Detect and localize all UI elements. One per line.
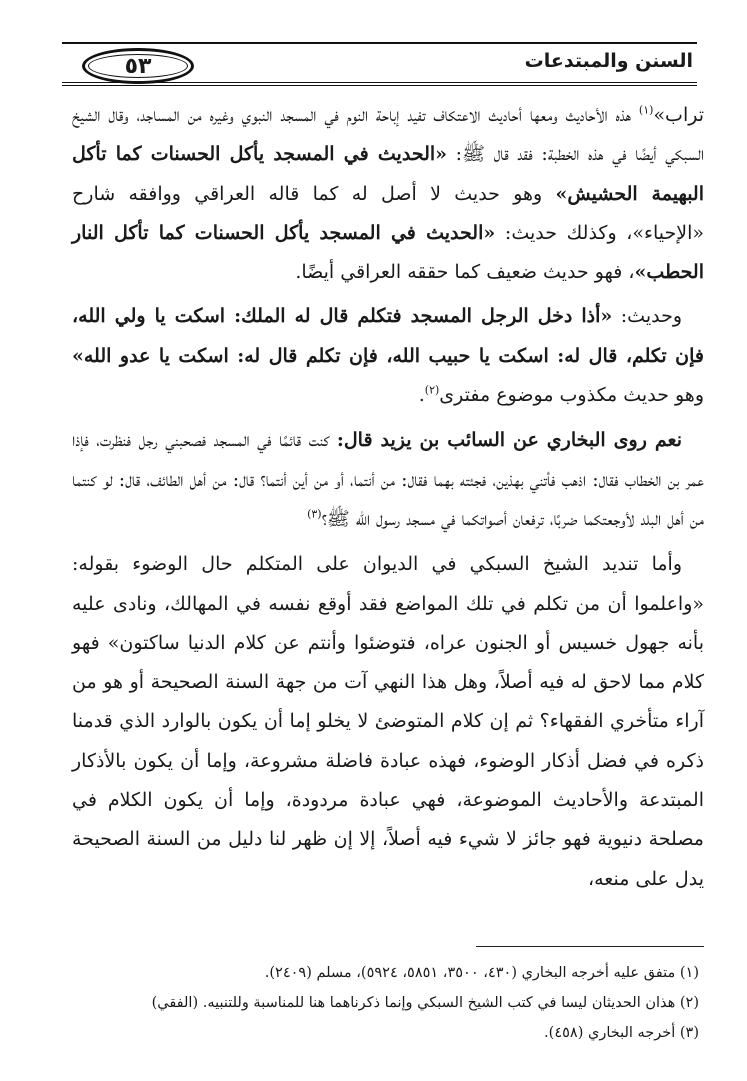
footnote-3: (٣) أخرجه البخاري (٤٥٨).: [544, 1025, 699, 1041]
paragraph-2: [72, 297, 704, 415]
text-run: تراب»: [653, 104, 704, 126]
text-run: ، فهو حديث ضعيف كما حققه العراقي أيضًا.: [295, 261, 635, 284]
footnote-separator: [476, 946, 704, 947]
paragraph-3: [72, 421, 704, 539]
footnote-1: (١) متفق عليه أخرجه البخاري (٤٣٠، ٣٥٠٠، ٥٨٥١، ٥٩٢٤)، مسلم (٢٤٠٩).: [264, 965, 699, 981]
text-run: وحديث:: [612, 305, 683, 328]
page-number: ٥٣: [82, 48, 194, 84]
paragraph-1: [72, 96, 704, 292]
footnotes: [80, 958, 699, 1048]
paragraph-4: [72, 545, 704, 899]
text-run: .: [418, 384, 425, 407]
footnote-ref-2[interactable]: (٢): [424, 383, 440, 397]
text-run: وهو حديث لا أصل له كما قاله العراقي ووافقه شارح «الإحياء»، وكذلك حديث:: [72, 182, 704, 244]
text-run: كنت قائمًا في المسجد فصحبني رجل فنظرت، فإذا عمر بن الخطاب فقال: اذهب فأتني بهذين، فجئته بهما فقال: من أنتما، أو من أين أنتما؟ قال: من أهل الطائف، قال: لو كنتما من أهل البلد لأوجعتكما ضربًا، ترفعان أصواتكما في مسجد رسول الله ﷺ؟: [72, 429, 704, 530]
hadith-quote: «الحديث في المسجد يأكل الحسنات كما تأكل البهيمة الحشيش»: [72, 143, 705, 205]
narration-intro: نعم روى البخاري عن السائب بن يزيد قال:: [336, 429, 682, 452]
footnote-2: (٢) هذان الحديثان ليسا في كتب الشيخ السبكي وإنما ذكرناهما هنا للمناسبة وللتنبيه. (الفقي): [151, 995, 699, 1011]
footnote-ref-3[interactable]: (٣): [307, 507, 322, 521]
hadith-quote: «أذا دخل الرجل المسجد فتكلم قال له الملك: اسكت يا ولي الله، فإن تكلم، قال له: اسكت يا حبيب الله، فإن تكلم قال له: اسكت يا عدو الله»: [72, 305, 704, 367]
running-title: السنن والمبتدعات: [524, 50, 693, 72]
footnote-ref-1[interactable]: (١): [638, 103, 654, 117]
header-rule-bottom: [62, 82, 697, 86]
hadith-quote: «الحديث في المسجد يأكل الحسنات كما تأكل النار الحطب»: [72, 221, 704, 284]
page-header: [62, 42, 697, 86]
header-rule-top: [62, 42, 697, 44]
text-run: هذه الأحاديث ومعها أحاديث الاعتكاف تفيد إباحة النوم في المسجد النبوي وغيره من المساجد، وقال الشيخ السبكي أيضًا في هذه الخطبة: فقد قال ﷺ:: [72, 104, 704, 166]
text-run: وأما تنديد الشيخ السبكي في الديوان على المتكلم حال الوضوء بقوله: «واعلموا أن من تكلم في تلك المواضع فقد أوقع نفسه في المهالك، ونادى عليه بأنه جهول خسيس أو الجنون عراه، فتوضئوا وأنتم عن كلام الدنيا ساكتون» فهو كلام مما لاحق له فيه أصلاً، وهل هذا النهي آت من جهة السنة الصحيحة أو هو من آراء متأخري الفقهاء؟ ثم إن كلام المتوضئ لا يخلو إما أن يكون بالوارد الذي قدمنا ذكره في فضل أذكار الوضوء، فهذه عبادة فاضلة مشروعة، وإما أن يكون بالأذكار المبتدعة والأحاديث الموضوعة، فهي عبادة مردودة، وإما أن يكون الكلام في مصلحة دنيوية فهو جائز لا شيء فيه أصلاً، إلا إن ظهر لنا دليل من السنة الصحيحة يدل على منعه،: [72, 553, 704, 890]
main-text: [72, 96, 704, 899]
text-run: وهو حديث مكذوب موضوع مفترى: [439, 384, 704, 407]
